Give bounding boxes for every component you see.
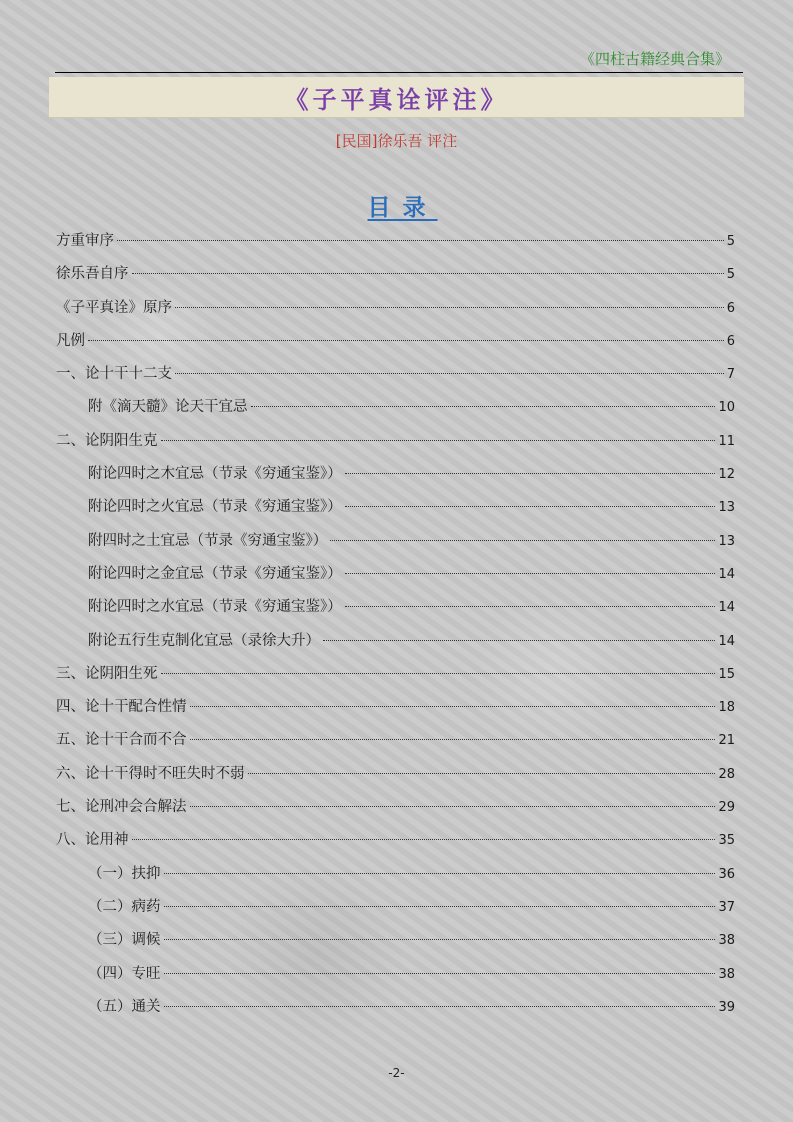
toc-entry[interactable] (56, 595, 735, 628)
toc-entry-label: 附论五行生克制化宜忌（录徐大升） (88, 632, 320, 649)
toc-leader-dots (251, 406, 716, 407)
toc-entry[interactable] (56, 329, 735, 362)
toc-entry[interactable] (56, 296, 735, 329)
toc-entry-page: 29 (718, 800, 735, 816)
toc-entry-page: 5 (726, 234, 735, 249)
toc-entry-label: 附论四时之金宜忌（节录《穷通宝鉴》） (88, 565, 342, 582)
toc-leader-dots (132, 839, 716, 840)
toc-entry-page: 6 (726, 300, 735, 316)
page-number: -2- (388, 1066, 405, 1080)
toc-entry-page: 6 (726, 333, 735, 349)
title-band (49, 77, 744, 118)
toc-leader-dots (190, 806, 716, 807)
toc-entry[interactable] (56, 728, 735, 761)
toc-entry[interactable] (56, 695, 735, 728)
toc-entry-page: 28 (718, 766, 735, 782)
toc-entry-label: 二、论阴阳生克 (56, 432, 158, 449)
header-rule (55, 72, 743, 73)
toc-entry-page: 14 (718, 633, 735, 649)
toc-entry-label: 徐乐吾自序 (56, 266, 129, 283)
toc-entry-page: 5 (726, 267, 735, 283)
toc-heading-text: 目录 (367, 195, 438, 221)
toc-entry-page: 36 (718, 866, 735, 882)
toc-entry-label: （四）专旺 (88, 965, 161, 982)
toc-entry-page: 39 (718, 999, 735, 1015)
toc-entry-page: 38 (718, 966, 735, 982)
toc-entry[interactable] (56, 495, 735, 528)
toc-entry-label: 五、论十干合而不合 (56, 732, 187, 749)
toc-heading (0, 189, 793, 222)
toc-leader-dots (117, 240, 724, 241)
toc-entry[interactable] (56, 862, 735, 895)
toc-leader-dots (164, 1006, 716, 1007)
toc-entry-label: 方重审序 (56, 233, 114, 249)
toc-leader-dots (164, 906, 716, 907)
series-title: 《四柱古籍经典合集》 (579, 50, 730, 68)
toc-entry-page: 38 (718, 933, 735, 949)
book-title: 《子平真诠评注》 (284, 85, 509, 114)
toc-entry-label: 一、论十干十二支 (56, 366, 172, 383)
toc-leader-dots (190, 739, 716, 740)
toc-entry-label: （一）扶抑 (88, 865, 161, 882)
toc-entry-label: 六、论十干得时不旺失时不弱 (56, 765, 245, 782)
toc-entry[interactable] (56, 362, 735, 395)
toc-entry[interactable] (56, 762, 735, 795)
toc-leader-dots (164, 873, 716, 874)
toc-leader-dots (161, 673, 716, 674)
toc-leader-dots (175, 307, 724, 308)
toc-entry[interactable] (56, 928, 735, 961)
toc-entry[interactable] (56, 395, 735, 428)
toc-entry-page: 13 (718, 500, 735, 516)
toc-entry-label: 七、论刑冲会合解法 (56, 799, 187, 816)
toc-entry-page: 15 (718, 666, 735, 682)
toc-entry[interactable] (56, 429, 735, 462)
toc-entry-page: 10 (718, 400, 735, 416)
toc-entry[interactable] (56, 962, 735, 995)
toc-entry-page: 21 (718, 733, 735, 749)
toc-entry-label: 附论四时之火宜忌（节录《穷通宝鉴》） (88, 499, 342, 516)
toc-entry[interactable] (56, 462, 735, 495)
toc-entry-page: 35 (718, 833, 735, 849)
table-of-contents (56, 229, 735, 1028)
toc-leader-dots (345, 473, 716, 474)
toc-entry[interactable] (56, 895, 735, 928)
toc-leader-dots (161, 440, 716, 441)
toc-entry-page: 11 (718, 433, 735, 449)
toc-entry-label: 附四时之土宜忌（节录《穷通宝鉴》） (88, 532, 328, 549)
author-line: [民国]徐乐吾 评注 (335, 132, 458, 150)
toc-entry-label: 三、论阴阳生死 (56, 665, 158, 682)
toc-entry-page: 7 (726, 367, 735, 383)
toc-entry-label: 附论四时之水宜忌（节录《穷通宝鉴》） (88, 599, 342, 616)
toc-entry[interactable] (56, 828, 735, 861)
toc-leader-dots (330, 540, 715, 541)
toc-leader-dots (345, 606, 716, 607)
toc-entry[interactable] (56, 629, 735, 662)
toc-entry[interactable] (56, 995, 735, 1028)
toc-leader-dots (190, 706, 716, 707)
toc-leader-dots (323, 640, 715, 641)
toc-entry-page: 14 (718, 566, 735, 582)
toc-entry-label: 附《滴天髓》论天干宜忌 (88, 399, 248, 416)
toc-leader-dots (345, 506, 716, 507)
toc-entry-label: 八、论用神 (56, 832, 129, 849)
toc-entry-label: （三）调候 (88, 932, 161, 949)
toc-leader-dots (345, 573, 716, 574)
toc-entry[interactable] (56, 562, 735, 595)
toc-entry-page: 14 (718, 600, 735, 616)
toc-entry-label: 附论四时之木宜忌（节录《穷通宝鉴》） (88, 466, 342, 483)
toc-entry[interactable] (56, 262, 735, 295)
toc-entry-label: （五）通关 (88, 998, 161, 1015)
toc-entry[interactable] (56, 662, 735, 695)
toc-entry-label: 《子平真诠》原序 (56, 299, 172, 316)
toc-leader-dots (248, 773, 716, 774)
toc-entry[interactable] (56, 795, 735, 828)
toc-entry-page: 13 (718, 533, 735, 549)
toc-entry[interactable] (56, 529, 735, 562)
toc-leader-dots (88, 340, 724, 341)
toc-leader-dots (164, 939, 716, 940)
toc-entry-page: 12 (718, 467, 735, 483)
toc-leader-dots (175, 373, 724, 374)
toc-leader-dots (132, 273, 724, 274)
toc-leader-dots (164, 973, 716, 974)
toc-entry-page: 18 (718, 700, 735, 716)
toc-entry[interactable] (56, 229, 735, 262)
toc-entry-label: 凡例 (56, 332, 85, 349)
toc-entry-page: 37 (718, 899, 735, 915)
toc-entry-label: （二）病药 (88, 898, 161, 915)
toc-entry-label: 四、论十干配合性情 (56, 699, 187, 716)
